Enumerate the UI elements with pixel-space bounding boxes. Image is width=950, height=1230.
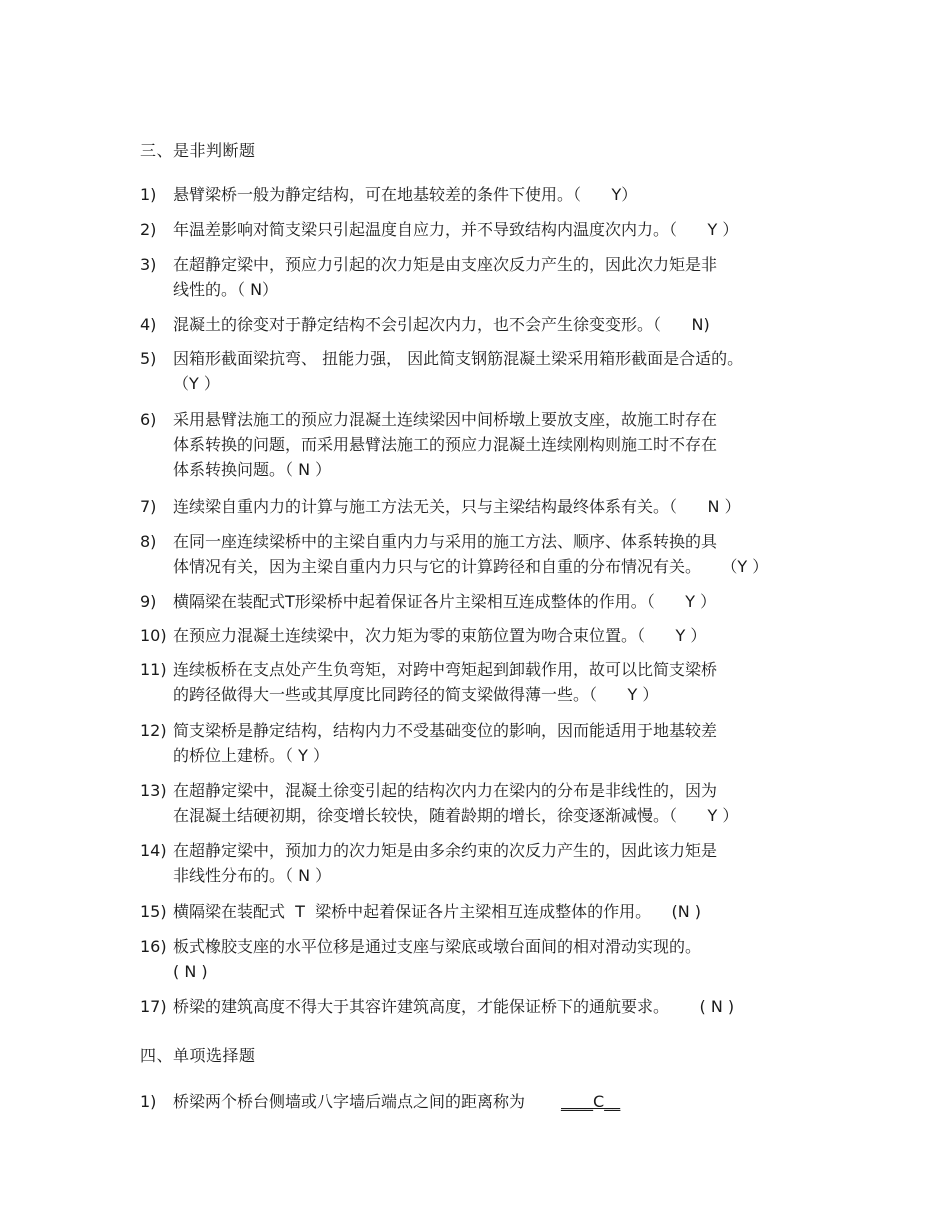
list-item	[140, 529, 840, 579]
list-item	[140, 494, 840, 519]
item-text: 横隔梁在装配式 T 梁桥中起着保证各片主梁相互连成整体的作用。 (N )	[173, 902, 702, 921]
item-text: 桥梁两个桥台侧墙或八字墙后端点之间的距离称为	[173, 1092, 526, 1111]
section-heading-choice: 四、单项选择题	[140, 1046, 256, 1065]
item-text: 在同一座连续梁桥中的主梁自重内力与采用的施工方法、顺序、体系转换的具 体情况有关，因为主梁自重内力只与它的计算跨径和自重的分布情况有关。 （Y ）	[173, 532, 769, 576]
item-number: 16)	[140, 937, 167, 956]
item-text: 在预应力混凝土连续梁中，次力矩为零的束筋位置为吻合束位置。（ Y ）	[173, 626, 707, 645]
item-number: 14)	[140, 841, 167, 860]
item-text: 在超静定梁中，混凝土徐变引起的结构次内力在梁内的分布是非线性的，因为 在混凝土结硬初期，徐变增长较快，随着龄期的增长，徐变逐渐减慢。（ Y ）	[173, 781, 739, 825]
list-item	[140, 1089, 840, 1114]
item-text: 连续梁自重内力的计算与施工方法无关，只与主梁结构最终体系有关。（ N ）	[173, 497, 741, 516]
answer-blank: ____C__	[561, 1092, 621, 1111]
item-number: 1)	[140, 185, 157, 204]
list-item	[140, 589, 840, 614]
item-text: 简支梁桥是静定结构，结构内力不受基础变位的影响，因而能适用于地基较差 的桥位上建桥。（ Y ）	[173, 721, 718, 765]
item-text: 在超静定梁中，预应力引起的次力矩是由支座次反力产生的，因此次力矩是非 线性的。（ N）	[173, 255, 718, 299]
item-number: 6)	[140, 410, 157, 429]
item-text: 因箱形截面梁抗弯、 扭能力强， 因此简支钢筋混凝土梁采用箱形截面是合适的。 （Y ）	[173, 349, 744, 393]
item-number: 10)	[140, 626, 167, 645]
list-item	[140, 346, 840, 396]
item-number: 8)	[140, 532, 157, 551]
item-number: 12)	[140, 721, 167, 740]
list-item	[140, 838, 840, 888]
item-text: 悬臂梁桥一般为静定结构，可在地基较差的条件下使用。（ Y）	[173, 185, 638, 204]
item-number: 5)	[140, 349, 157, 368]
item-number: 4)	[140, 315, 157, 334]
list-item	[140, 623, 840, 648]
list-item	[140, 934, 840, 984]
item-number: 9)	[140, 592, 157, 611]
list-item	[140, 217, 840, 242]
list-item	[140, 994, 840, 1019]
list-item	[140, 778, 840, 828]
item-number: 1)	[140, 1092, 157, 1111]
item-text: 年温差影响对简支梁只引起温度自应力，并不导致结构内温度次内力。（ Y ）	[173, 220, 739, 239]
item-text: 混凝土的徐变对于静定结构不会引起次内力，也不会产生徐变变形。（ N)	[173, 315, 710, 334]
item-text: 桥梁的建筑高度不得大于其容许建筑高度，才能保证桥下的通航要求。 ( N )	[173, 997, 735, 1016]
list-item	[140, 312, 840, 337]
item-text: 采用悬臂法施工的预应力混凝土连续梁因中间桥墩上要放支座，故施工时存在 体系转换的问题，而采用悬臂法施工的预应力混凝土连续刚构则施工时不存在 体系转换问题。（ N ）	[173, 410, 718, 479]
item-number: 13)	[140, 781, 167, 800]
item-text: 连续板桥在支点处产生负弯矩，对跨中弯矩起到卸载作用，故可以比简支梁桥 的跨径做得大一些或其厚度比同跨径的简支梁做得薄一些。（ Y ）	[173, 660, 718, 704]
item-text: 板式橡胶支座的水平位移是通过支座与梁底或墩台面间的相对滑动实现的。 ( N )	[173, 937, 702, 981]
list-item	[140, 657, 840, 707]
item-number: 3)	[140, 255, 157, 274]
item-text: 在超静定梁中，预加力的次力矩是由多余约束的次反力产生的，因此该力矩是 非线性分布的。（ N ）	[173, 841, 718, 885]
item-number: 11)	[140, 660, 167, 679]
list-item	[140, 407, 840, 482]
list-item	[140, 252, 840, 302]
list-item	[140, 182, 840, 207]
item-text: 横隔梁在装配式T形梁桥中起着保证各片主梁相互连成整体的作用。（ Y ）	[173, 592, 717, 611]
item-number: 15)	[140, 902, 167, 921]
list-item	[140, 718, 840, 768]
list-item	[140, 899, 840, 924]
item-number: 2)	[140, 220, 157, 239]
item-number: 7)	[140, 497, 157, 516]
item-number: 17)	[140, 997, 167, 1016]
section-heading-judgment: 三、是非判断题	[140, 141, 256, 160]
